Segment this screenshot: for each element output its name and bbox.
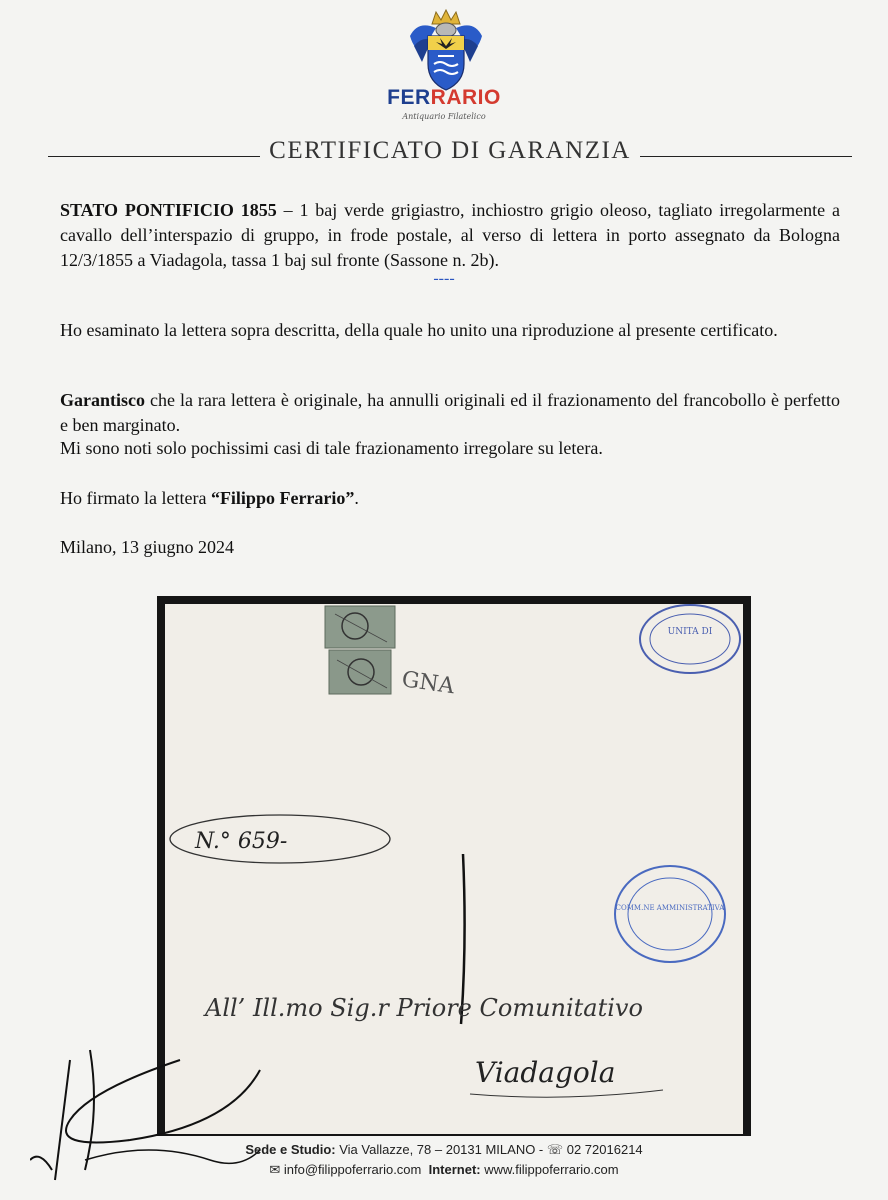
separator: ---- [433, 270, 455, 287]
footer-contacts: ✉ info@filippoferrario.com Internet: www.filippoferrario.com [269, 1162, 619, 1177]
note-number: N.° 659- [195, 829, 288, 854]
address-line1: All’ Ill.mo Sig.r Priore Comunitativo [205, 994, 643, 1022]
blue-stamp-top-text: UNITA DI [667, 627, 713, 637]
title-row [48, 135, 852, 167]
postmark-text: GNA [400, 667, 456, 700]
blue-stamp-top [640, 605, 740, 673]
stamp-pair-image [325, 606, 395, 694]
brand-tagline: Antiquario Filatelico [402, 112, 486, 121]
footer-address: Sede e Studio: Via Vallazze, 78 – 20131 MILANO - ☏ 02 72016214 [245, 1142, 643, 1157]
title-rule-right [640, 156, 852, 157]
place-date: Milano, 13 giugno 2024 [60, 537, 234, 557]
signature-paragraph: Ho firmato la lettera “Filippo Ferrario”. [60, 488, 359, 508]
footer-website[interactable]: www.filippoferrario.com [480, 1162, 619, 1177]
rarity-paragraph: Mi sono noti solo pochissimi casi di tale frazionamento irregolare su letera. [60, 438, 603, 458]
brand-name: FERRARIO [387, 86, 501, 109]
footer-email[interactable]: ✉ info@filippoferrario.com [269, 1162, 422, 1177]
examination-paragraph: Ho esaminato la lettera sopra descritta, della quale ho unito una riproduzione al presente certificato. [60, 320, 778, 340]
address-line2: Viadagola [475, 1056, 616, 1089]
blue-stamp-oval [615, 866, 725, 962]
guarantee-paragraph: Garantisco che la rara lettera è originale, ha annulli originali ed il frazionamento del francobollo è perfetto e ben marginato. [60, 390, 840, 435]
certificate-title: CERTIFICATO DI GARANZIA [269, 137, 631, 164]
description-paragraph: STATO PONTIFICIO 1855 – 1 baj verde grigiastro, inchiostro grigio oleoso, tagliato irregolarmente a cavallo dell’interspazio di gruppo, in frode postale, al verso di lettera in porto assegnato da Bologna 12/3/1855 a Viadagola, tassa 1 baj sul fronte (Sassone n. 2b). [60, 200, 840, 270]
coat-of-arms-logo [404, 6, 488, 98]
blue-stamp-oval-text: COMM.NE AMMINISTRATIVA [615, 904, 725, 912]
